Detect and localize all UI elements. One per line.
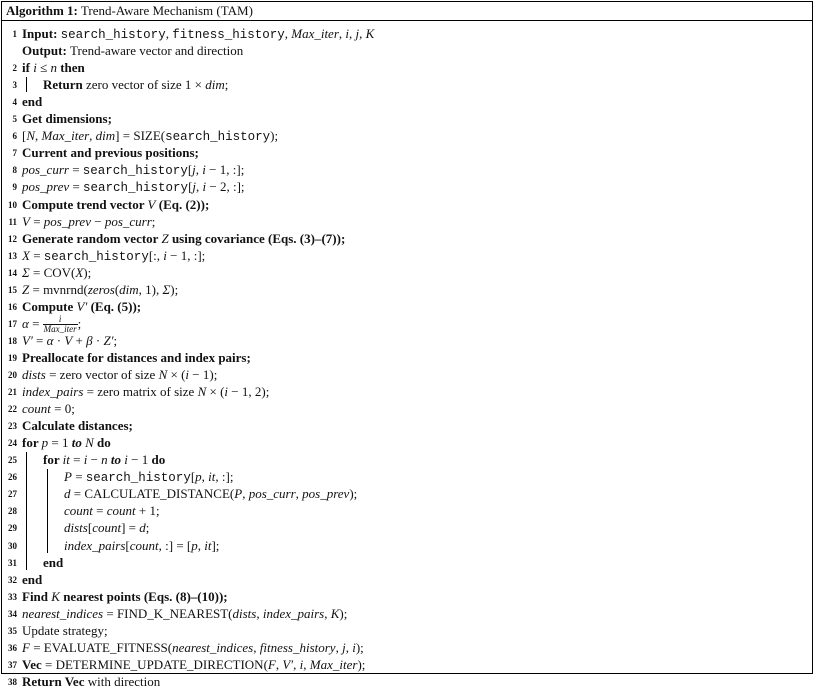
- line-text: [64, 537, 219, 554]
- line-token: Compute: [22, 298, 77, 314]
- line-token: pos_prev: [22, 179, 70, 195]
- line-token: =: [92, 503, 107, 519]
- line-token: zeros: [87, 281, 115, 297]
- line-number: 1: [12, 29, 17, 39]
- line-token: ,: [345, 639, 353, 655]
- line-token: ];: [211, 537, 220, 553]
- line-token: V: [22, 213, 30, 229]
- line-text: [22, 213, 155, 230]
- line-number: 27: [8, 489, 17, 500]
- line-number: 13: [8, 250, 17, 261]
- line-token: Z: [22, 281, 30, 297]
- line-token: K: [365, 26, 375, 41]
- line-token: i: [299, 656, 304, 672]
- line-token: ;: [145, 520, 150, 536]
- line-text: [22, 332, 117, 349]
- line-token: p: [195, 469, 202, 485]
- line-token: − 2, :];: [206, 179, 245, 195]
- line-token: i: [163, 247, 167, 263]
- line-token: = 1: [48, 435, 72, 451]
- line-token: −: [90, 213, 105, 229]
- line-token: ;: [151, 213, 156, 229]
- line-text: [43, 451, 165, 468]
- line-token: = 0;: [50, 401, 75, 417]
- line-token: = COV(: [29, 264, 76, 280]
- line-token: pos_prev: [302, 486, 350, 502]
- line-token: count: [22, 401, 51, 417]
- line-token: Update strategy;: [22, 622, 108, 638]
- line-token: nearest_indices: [22, 605, 104, 621]
- line-number: 30: [8, 540, 17, 551]
- line-token: p: [41, 435, 49, 451]
- line-token: to: [71, 435, 82, 451]
- line-token: index_pairs: [64, 537, 126, 553]
- line-number: 37: [8, 659, 17, 670]
- line-token: fitness_history: [259, 639, 336, 655]
- line-token: ,: [349, 26, 356, 41]
- line-text: [22, 434, 111, 451]
- line-text: [64, 502, 160, 519]
- line-token: i: [33, 60, 37, 76]
- line-number: 22: [8, 404, 17, 415]
- line-token: ,: [284, 26, 292, 41]
- line-text: [22, 673, 160, 690]
- line-text: [22, 281, 178, 298]
- algorithm-box: [1, 1, 813, 689]
- line-text: [22, 588, 228, 605]
- line-token: [: [187, 162, 193, 178]
- line-token: ,: [201, 469, 209, 485]
- line-token: K: [330, 605, 340, 621]
- line-token: ] = SIZE(: [115, 128, 166, 144]
- line-token: );: [355, 639, 364, 655]
- line-token: it: [62, 452, 70, 468]
- line-token: index_pairs: [262, 605, 325, 621]
- line-text: [22, 400, 75, 417]
- line-token: ,: [303, 656, 310, 672]
- line-token: V′: [22, 332, 33, 348]
- line-token: ,: [359, 26, 366, 41]
- line-number: 4: [12, 97, 17, 108]
- line-token: α: [46, 332, 54, 348]
- line-token: − 1, 2);: [228, 384, 270, 400]
- line-token: );: [357, 656, 366, 672]
- line-token: [: [188, 179, 193, 195]
- line-token: zero vector of size 1 ×: [85, 77, 206, 93]
- line-token: i: [124, 452, 128, 468]
- line-token: );: [170, 281, 179, 297]
- line-token: ,: [242, 486, 249, 502]
- line-token: do: [151, 452, 166, 468]
- line-number: 15: [8, 284, 17, 295]
- line-token: ≤: [36, 60, 51, 76]
- line-token: count: [64, 503, 93, 519]
- line-token: = EVALUATE_FITNESS(: [29, 639, 173, 655]
- line-text: [22, 230, 345, 247]
- line-token: ,: [165, 26, 173, 41]
- line-number: 12: [8, 233, 17, 244]
- line-text: [22, 349, 251, 366]
- line-number: 28: [8, 506, 17, 517]
- line-token: dists: [64, 520, 88, 536]
- line-token: , :] = [: [158, 537, 192, 553]
- line-text: [22, 366, 217, 383]
- line-token: );: [83, 264, 92, 280]
- line-token: i: [202, 179, 207, 195]
- line-number: 31: [8, 557, 17, 568]
- line-token: ,: [89, 128, 96, 144]
- line-token: V: [147, 196, 156, 212]
- line-text: [22, 605, 347, 622]
- line-token: search_history: [82, 164, 188, 179]
- line-token: Max_iter: [41, 128, 90, 144]
- line-number: 11: [8, 216, 17, 227]
- line-token: ,: [295, 486, 303, 502]
- line-token: P: [234, 486, 243, 502]
- line-token: V′: [282, 656, 294, 672]
- line-token: j: [355, 26, 360, 41]
- line-token: ,: [197, 537, 205, 553]
- line-token: =: [69, 179, 84, 195]
- line-token: pos_curr: [104, 213, 152, 229]
- line-token: Get dimensions;: [22, 111, 112, 127]
- line-token: ,: [293, 656, 300, 672]
- line-token: K: [51, 588, 60, 604]
- line-token: Preallocate for distances and index pairs;: [22, 349, 251, 365]
- line-number: 34: [8, 608, 17, 619]
- line-token: end: [22, 571, 43, 587]
- line-token: +: [72, 332, 87, 348]
- line-token: = FIND_K_NEAREST(: [103, 605, 233, 621]
- line-token: n: [50, 60, 57, 76]
- line-token: × (: [167, 367, 186, 382]
- line-token: Current and previous positions;: [22, 145, 199, 161]
- line-token: = CALCULATE_DISTANCE(: [70, 486, 235, 502]
- line-token: F: [22, 639, 30, 655]
- line-token: j: [342, 639, 346, 655]
- line-token: then: [56, 60, 85, 76]
- line-token: = mvnrnd(: [29, 281, 88, 297]
- line-token: ,: [338, 26, 346, 41]
- line-token: ,: [196, 179, 203, 195]
- line-number: 29: [8, 523, 17, 534]
- line-token: ;: [224, 77, 229, 93]
- line-token: Σ: [22, 264, 30, 280]
- line-token: do: [93, 435, 111, 451]
- line-token: (Eq. (2));: [155, 196, 210, 212]
- line-text: [22, 383, 269, 400]
- line-token: , 1),: [138, 281, 163, 297]
- line-text: [22, 622, 108, 639]
- line-number: 21: [8, 387, 17, 398]
- line-text: [64, 485, 357, 502]
- line-number: 38: [8, 676, 17, 687]
- line-token: end: [43, 554, 64, 570]
- line-token: N: [26, 128, 36, 144]
- line-text: [22, 59, 85, 76]
- line-token: Output:: [22, 43, 71, 59]
- line-token: count: [129, 537, 159, 553]
- line-number: 17: [8, 318, 17, 329]
- line-number: 33: [8, 591, 17, 602]
- line-text: [22, 656, 365, 673]
- line-token: it: [208, 469, 216, 485]
- line-token: P: [64, 469, 72, 485]
- line-token: N: [197, 384, 207, 400]
- line-token: to: [110, 452, 122, 468]
- line-number: 23: [8, 421, 17, 432]
- line-token: if: [22, 60, 34, 76]
- line-token: dists: [232, 605, 257, 621]
- line-text: [22, 571, 42, 588]
- line-token: Calculate distances;: [22, 418, 133, 434]
- line-number: 36: [8, 642, 17, 653]
- line-token: − 1, :];: [166, 247, 206, 263]
- line-token: dim: [119, 281, 139, 297]
- line-token: ] =: [121, 520, 140, 536]
- line-text: [22, 110, 112, 127]
- line-text: [43, 76, 228, 93]
- line-token: i: [345, 26, 350, 41]
- line-token: with direction: [84, 673, 161, 689]
- line-token: ,: [324, 605, 331, 621]
- line-number: 19: [8, 352, 17, 363]
- line-token: dim: [205, 77, 225, 93]
- line-token: [: [190, 469, 196, 485]
- line-token: Vec: [22, 656, 42, 672]
- line-token: index_pairs: [22, 384, 84, 400]
- line-number: 32: [8, 574, 17, 585]
- line-token: ,: [335, 639, 343, 655]
- line-token: i: [224, 384, 229, 400]
- line-token: α: [22, 315, 29, 331]
- line-token: [: [22, 128, 27, 144]
- line-token: ,: [256, 605, 263, 621]
- fraction-numerator: i: [43, 315, 78, 325]
- line-token: n: [101, 452, 108, 468]
- line-token: − 1: [127, 452, 152, 468]
- line-token: (Eq. (5));: [87, 298, 142, 314]
- line-token: j: [192, 162, 196, 178]
- block-scope-line: [47, 469, 48, 552]
- line-token: ·: [92, 332, 104, 348]
- line-text: [22, 417, 133, 434]
- algorithm-label: Algorithm 1:: [6, 3, 78, 18]
- algorithm-title: Trend-Aware Mechanism (TAM): [80, 3, 253, 18]
- line-token: (: [114, 281, 120, 297]
- line-token: p: [191, 537, 198, 553]
- line-token: d: [139, 520, 146, 536]
- line-text: [22, 144, 199, 161]
- line-token: β: [86, 332, 93, 348]
- line-token: = DETERMINE_UPDATE_DIRECTION(: [41, 656, 268, 672]
- line-token: it: [204, 537, 212, 553]
- line-number: 7: [12, 148, 17, 159]
- line-text: [22, 42, 243, 59]
- line-number: 10: [8, 199, 17, 210]
- line-token: Generate random vector: [22, 230, 162, 246]
- line-token: N: [85, 435, 94, 451]
- line-token: [:,: [148, 247, 164, 263]
- line-text: [22, 196, 209, 213]
- line-token: dists: [22, 367, 46, 382]
- line-token: V: [64, 332, 73, 348]
- line-token: );: [270, 128, 279, 144]
- line-token: + 1;: [135, 503, 160, 519]
- fraction-denominator: Max_iter: [43, 324, 77, 335]
- line-token: − 1, :];: [205, 162, 245, 178]
- line-token: [: [125, 537, 130, 553]
- line-token: end: [22, 94, 43, 110]
- line-number: 26: [8, 472, 17, 483]
- block-scope-line: [26, 77, 27, 92]
- line-token: count: [106, 503, 136, 519]
- line-number: 20: [8, 370, 17, 380]
- line-token: − 1);: [189, 367, 218, 382]
- line-token: Z: [161, 230, 169, 246]
- line-token: );: [349, 486, 358, 502]
- line-token: pos_prev: [43, 213, 91, 229]
- line-token: ·: [53, 332, 65, 348]
- line-token: i: [352, 639, 356, 655]
- line-token: Return: [43, 77, 86, 93]
- line-token: =: [69, 452, 84, 468]
- line-number: 8: [12, 165, 17, 176]
- line-number: 18: [8, 335, 17, 346]
- line-token: × (: [206, 384, 225, 400]
- line-token: for: [43, 452, 63, 468]
- line-number: 6: [12, 131, 17, 142]
- line-token: =: [71, 469, 86, 485]
- line-token: pos_curr: [22, 162, 69, 178]
- line-token: search_history: [83, 181, 189, 196]
- line-token: [: [87, 520, 93, 536]
- line-text: [22, 298, 141, 315]
- line-token: pos_curr: [248, 486, 296, 502]
- line-token: −: [87, 452, 102, 468]
- line-token: d: [64, 486, 71, 502]
- line-token: search_history: [165, 130, 271, 145]
- line-token: N: [158, 367, 168, 382]
- line-token: nearest points (Eqs. (8)–(10));: [59, 588, 228, 604]
- line-token: ;: [77, 315, 82, 331]
- line-token: dim: [95, 128, 116, 144]
- line-number: 14: [8, 267, 17, 278]
- line-text: [22, 264, 91, 281]
- algorithm-caption: [2, 2, 812, 21]
- line-token: =: [29, 247, 44, 263]
- line-token: i: [83, 452, 88, 468]
- line-number: 16: [8, 301, 17, 312]
- line-token: Z′: [103, 332, 114, 348]
- line-token: using covariance (Eqs. (3)–(7));: [168, 230, 346, 246]
- line-token: , :];: [215, 469, 234, 485]
- line-number: 25: [8, 455, 17, 466]
- line-text: [43, 554, 63, 571]
- line-text: [22, 93, 42, 110]
- line-token: ,: [195, 162, 203, 178]
- line-number: 35: [8, 625, 17, 636]
- line-token: Σ: [162, 281, 171, 297]
- line-token: Find: [22, 588, 52, 604]
- line-token: X: [75, 264, 84, 280]
- line-text: [22, 639, 364, 656]
- line-token: count: [92, 520, 122, 536]
- line-token: fitness_history: [172, 28, 285, 42]
- line-token: nearest_indices: [172, 639, 254, 655]
- line-token: );: [339, 605, 348, 621]
- line-token: =: [29, 213, 44, 229]
- line-token: = zero matrix of size: [83, 384, 198, 400]
- line-token: =: [28, 315, 43, 331]
- line-token: Trend-aware vector and direction: [70, 43, 244, 59]
- line-token: ,: [253, 639, 260, 655]
- line-token: ,: [275, 656, 283, 672]
- line-token: V′: [76, 298, 88, 314]
- line-number: 5: [12, 114, 17, 125]
- line-token: Compute trend vector: [22, 196, 148, 212]
- line-number: 24: [8, 438, 17, 449]
- line-token: Return Vec: [22, 673, 85, 689]
- line-number: 3: [12, 80, 17, 91]
- line-number: 9: [12, 182, 17, 193]
- line-token: Max_iter: [291, 26, 339, 41]
- line-token: j: [192, 179, 197, 195]
- line-token: i: [202, 162, 206, 178]
- line-token: search_history: [60, 28, 166, 42]
- line-token: = zero vector of size: [45, 367, 159, 382]
- line-token: for: [22, 435, 42, 451]
- line-number: 2: [12, 63, 17, 74]
- line-token: search_history: [43, 249, 149, 264]
- line-token: ;: [113, 332, 118, 348]
- line-token: ,: [35, 128, 42, 144]
- line-token: search_history: [85, 471, 191, 486]
- line-token: =: [32, 332, 47, 348]
- line-token: =: [68, 162, 83, 178]
- line-token: i: [185, 367, 190, 382]
- line-token: Input:: [22, 26, 61, 41]
- line-token: F: [267, 656, 276, 672]
- block-scope-line: [26, 452, 27, 569]
- line-token: Max_iter: [309, 656, 358, 672]
- line-token: X: [22, 247, 30, 263]
- line-text: [64, 519, 149, 536]
